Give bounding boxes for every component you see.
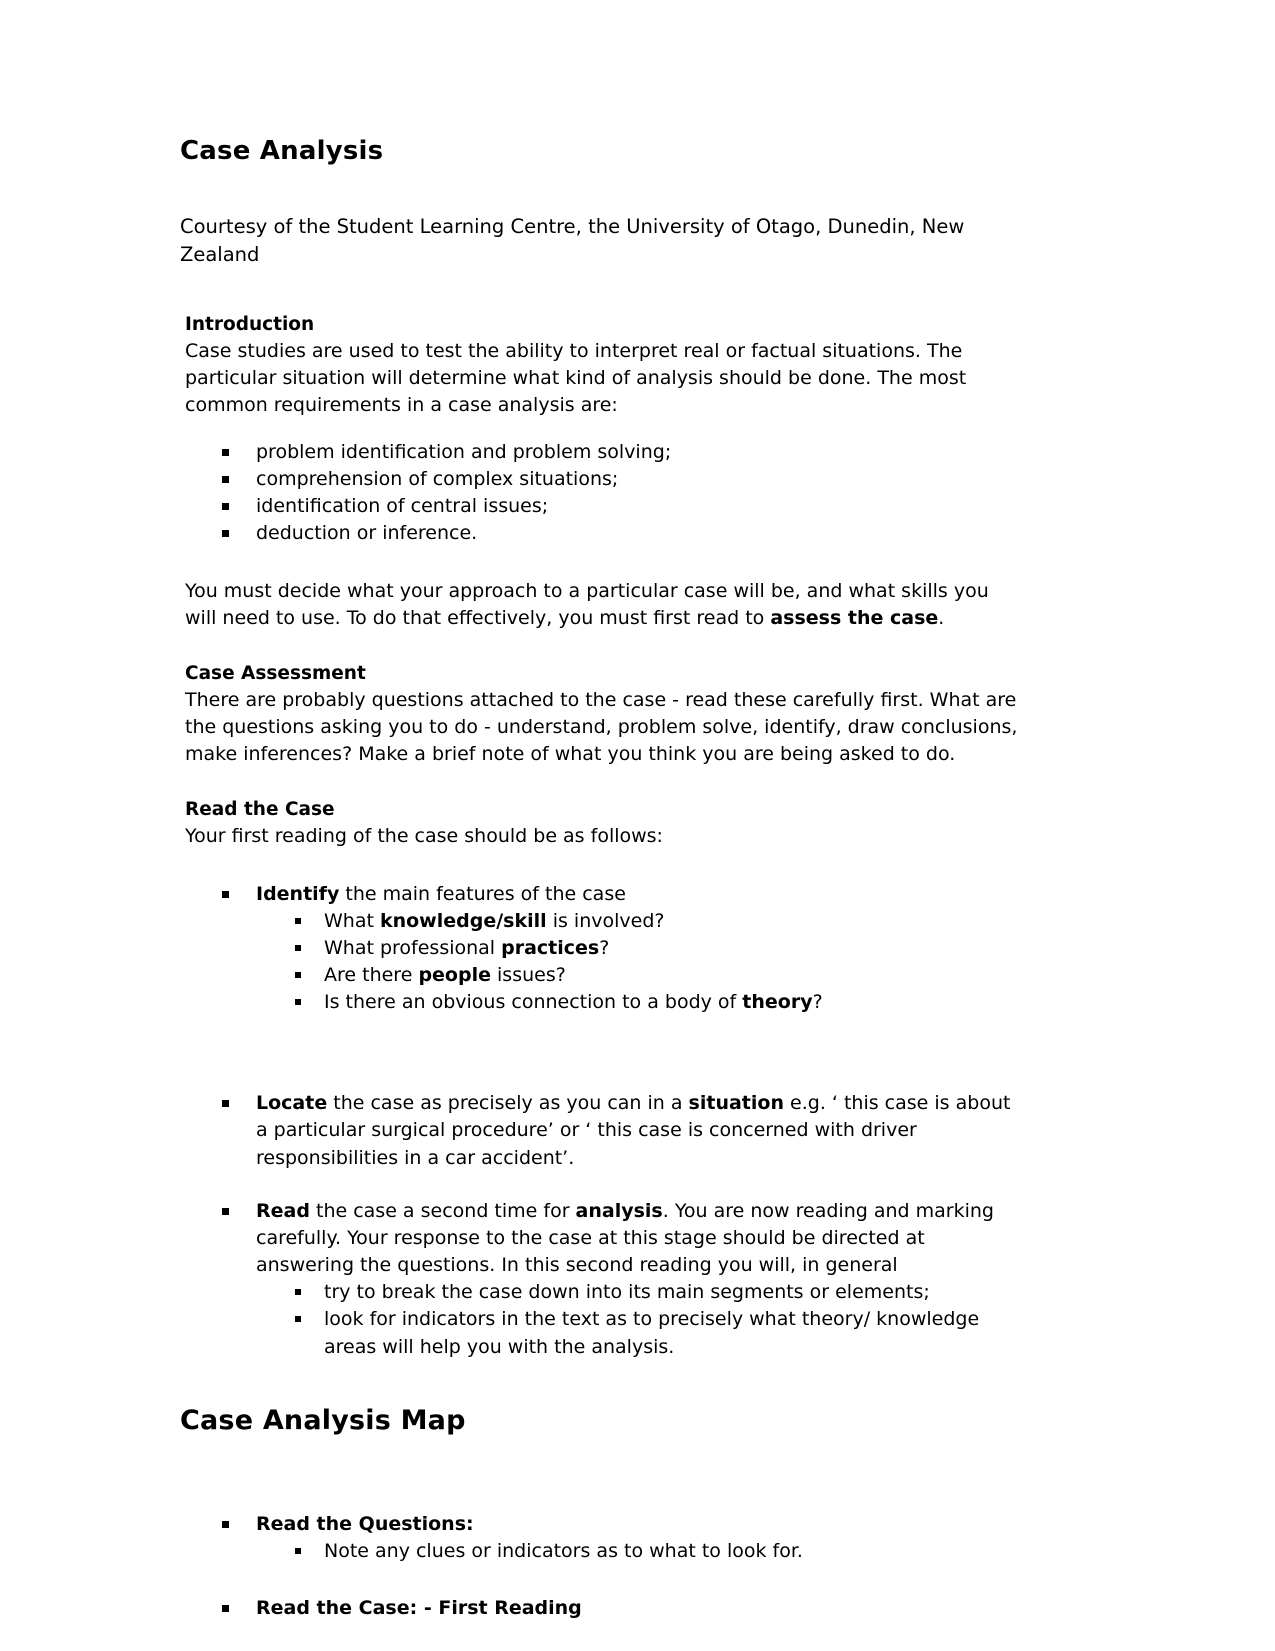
square-bullet-icon	[295, 1289, 301, 1295]
read-again-label	[256, 1198, 1025, 1279]
locate-lead-bold: Locate	[256, 1092, 328, 1115]
list-item-read-questions	[180, 1511, 1025, 1565]
list-item	[256, 908, 1025, 935]
section-introduction	[180, 313, 1025, 632]
list-item-label: comprehension of complex situations;	[256, 468, 619, 491]
sub-item-bold: knowledge/skill	[379, 909, 547, 932]
case-assessment-paragraph: There are probably questions attached to the case - read these carefully first. What are the questions asking you to do - understand, problem solve, identify, draw conclusions, make inferences? Make a brief note of what you think you are being asked to do.	[185, 688, 1018, 766]
list-item-label: try to break the case down into its main segments or elements;	[324, 1281, 930, 1304]
list-item	[180, 493, 1025, 520]
list-item	[256, 1306, 1025, 1360]
page-title: Case Analysis	[180, 136, 384, 166]
case-assessment-heading: Case Assessment	[185, 662, 366, 684]
read-the-case-list	[180, 881, 1025, 1017]
square-bullet-icon	[222, 1100, 229, 1107]
introduction-list	[180, 439, 1025, 548]
sub-item-pre: Are there	[324, 963, 419, 986]
map-item-label-text: Read the Case: - First Reading	[256, 1597, 582, 1620]
list-item-locate	[180, 1090, 1025, 1171]
list-item-label	[324, 908, 1025, 935]
case-analysis-map-list	[180, 1511, 1025, 1565]
list-item-label: identification of central issues;	[256, 495, 549, 518]
map-item-label	[256, 1595, 1025, 1622]
identify-lead-bold: Identify	[256, 882, 340, 905]
square-bullet-icon	[222, 1521, 229, 1528]
identify-sub-list	[256, 908, 1025, 1017]
square-bullet-icon	[295, 918, 301, 924]
square-bullet-icon	[222, 891, 229, 898]
list-item-label: Note any clues or indicators as to what to look for.	[324, 1540, 803, 1563]
sub-item-pre: What professional	[324, 936, 502, 959]
read-the-case-heading: Read the Case	[185, 799, 335, 821]
list-item-label: problem identification and problem solving;	[256, 441, 672, 463]
document-subtitle: Courtesy of the Student Learning Centre, the University of Otago, Dunedin, New Zealand	[180, 215, 965, 266]
list-item	[256, 935, 1025, 962]
list-item	[256, 989, 1025, 1016]
introduction-closing	[180, 578, 1025, 632]
read-again-mid: the case a second time for	[309, 1199, 576, 1222]
sub-item-bold: practices	[501, 936, 600, 959]
locate-read-list	[180, 1090, 1025, 1360]
sub-item-post: ?	[599, 936, 610, 959]
section-case-analysis-map	[180, 1405, 1025, 1623]
read-again-sub-list	[256, 1279, 1025, 1360]
introduction-closing-bold: assess the case	[770, 606, 939, 629]
square-bullet-icon	[295, 1316, 301, 1322]
sub-item-post: is involved?	[546, 909, 665, 932]
list-item-label	[324, 962, 1025, 989]
locate-mid: the case as precisely as you can in a	[327, 1092, 689, 1115]
list-item	[256, 1279, 1025, 1306]
square-bullet-icon	[222, 503, 229, 510]
locate-bold-situation: situation	[688, 1092, 784, 1115]
square-bullet-icon	[222, 476, 229, 483]
read-again-lead-bold: Read	[256, 1199, 310, 1222]
read-again-rest: . You are now reading and marking carefully. Your response to the case at this stage should be directed at answering the questions. In this second reading you will, in general	[256, 1199, 994, 1277]
locate-rest: e.g. ‘ this case is about a particular surgical procedure’ or ‘ this case is concerned with driver responsibilities in a car accident’.	[256, 1092, 1011, 1169]
list-item-read-again	[180, 1198, 1025, 1361]
read-questions-sub-list	[256, 1538, 1025, 1565]
square-bullet-icon	[222, 530, 229, 537]
square-bullet-icon	[295, 999, 301, 1005]
locate-label	[256, 1090, 1025, 1171]
document-content	[180, 136, 1025, 1623]
square-bullet-icon	[222, 1605, 229, 1612]
square-bullet-icon	[222, 1208, 229, 1215]
list-item-label: look for indicators in the text as to precisely what theory/ knowledge areas will help you with the analysis.	[324, 1308, 980, 1358]
introduction-paragraph: Case studies are used to test the ability to interpret real or factual situations. The particular situation will determine what kind of analysis should be done. The most common requirements in a case analysis are:	[185, 339, 967, 416]
list-item	[256, 1538, 1025, 1565]
sub-item-bold: theory	[742, 991, 813, 1014]
sub-item-pre: What	[324, 909, 380, 932]
list-item	[180, 466, 1025, 493]
list-item	[256, 962, 1025, 989]
square-bullet-icon	[295, 972, 301, 978]
read-again-bold-analysis: analysis	[575, 1199, 663, 1222]
list-item-read-case-first	[180, 1595, 1025, 1622]
map-item-label-text: Read the Questions:	[256, 1513, 474, 1536]
sub-item-post: ?	[812, 991, 823, 1014]
map-item-label	[256, 1511, 1025, 1538]
read-the-case-intro: Your first reading of the case should be as follows:	[185, 825, 663, 848]
introduction-heading: Introduction	[185, 313, 315, 335]
sub-item-post: issues?	[490, 963, 566, 986]
sub-item-pre: Is there an obvious connection to a body of	[324, 991, 743, 1014]
list-item-identify	[180, 881, 1025, 1017]
case-analysis-map-list-2	[180, 1595, 1025, 1622]
list-item	[180, 439, 1025, 466]
identify-label	[256, 881, 1025, 908]
list-item-label	[324, 935, 1025, 962]
section-case-assessment	[180, 662, 1025, 768]
list-item-label	[324, 989, 1025, 1016]
identify-lead-rest: the main features of the case	[339, 882, 626, 905]
list-item	[180, 520, 1025, 547]
sub-item-bold: people	[418, 963, 491, 986]
square-bullet-icon	[222, 449, 229, 456]
square-bullet-icon	[295, 945, 301, 951]
introduction-closing-prefix: You must decide what your approach to a particular case will be, and what skills you will need to use. To do that effectively, you must first read to	[185, 579, 989, 629]
case-analysis-map-heading: Case Analysis Map	[180, 1404, 466, 1436]
list-item-label: deduction or inference.	[256, 522, 478, 545]
section-read-the-case	[180, 798, 1025, 1360]
square-bullet-icon	[295, 1548, 301, 1554]
introduction-closing-suffix: .	[938, 606, 945, 629]
